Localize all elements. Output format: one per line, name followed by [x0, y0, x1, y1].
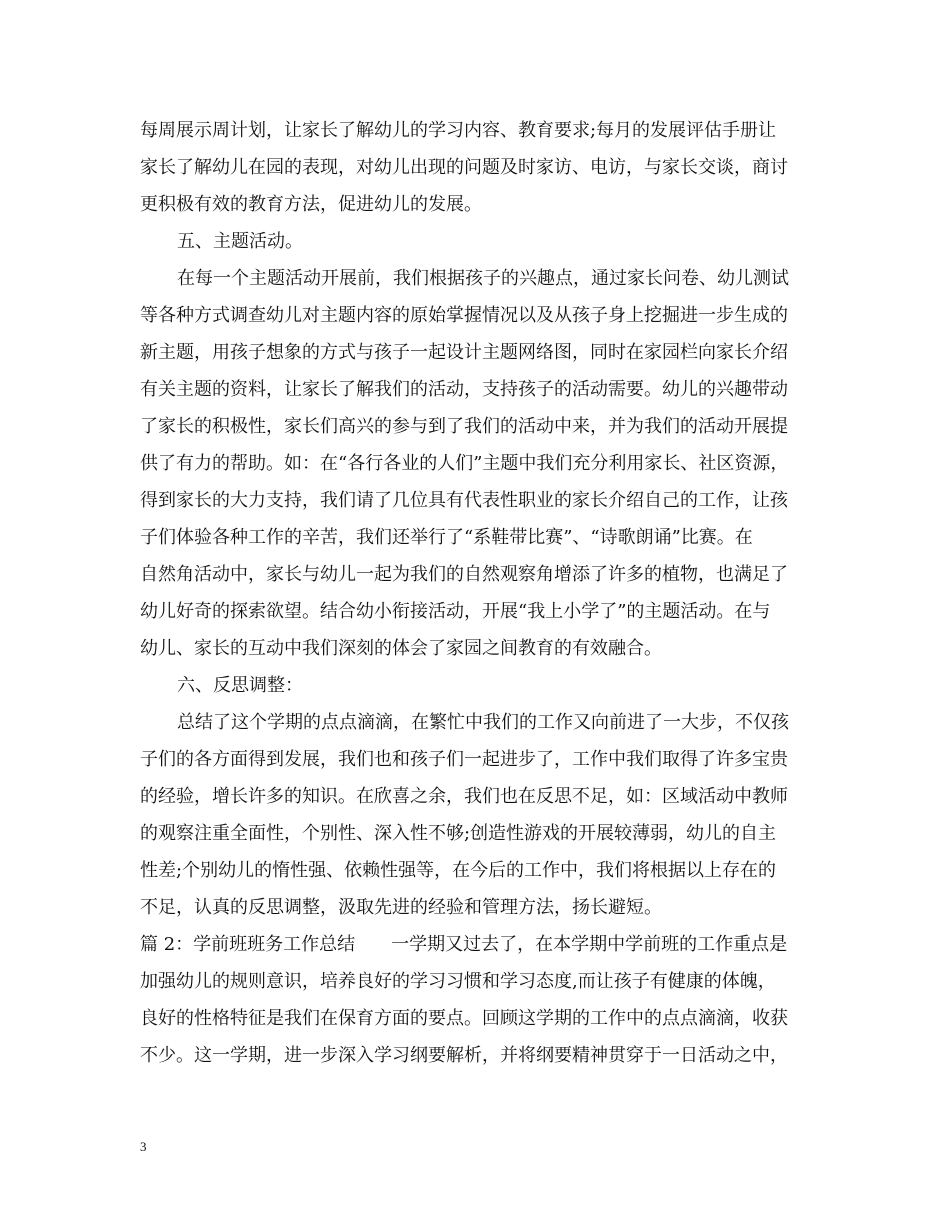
text-line: 子们的各方面得到发展，我们也和孩子们一起进步了，工作中我们取得了许多宝贵 — [140, 749, 788, 770]
page-number: 3 — [140, 1139, 147, 1154]
text-line: 的观察注重全面性，个别性、深入性不够;创造性游戏的开展较薄弱，幼儿的自主 — [140, 823, 777, 844]
text-line: 得到家长的大力支持，我们请了几位具有代表性职业的家长介绍自己的工作，让孩 — [140, 490, 788, 511]
text-line: 不少。这一学期，进一步深入学习纲要解析，并将纲要精神贯穿于一日活动之中， — [140, 1045, 788, 1066]
text-line: 加强幼儿的规则意识，培养良好的学习习惯和学习态度,而让孩子有健康的体魄， — [140, 971, 776, 992]
article-heading-line: 篇 2：学前班班务工作总结 一学期又过去了，在本学期中学前班的工作重点是 — [140, 934, 788, 955]
text-line: 家长了解幼儿在园的表现，对幼儿出现的问题及时家访、电访，与家长交谈，商讨 — [140, 157, 788, 178]
text-line: 了家长的积极性，家长们高兴的参与到了我们的活动中来，并为我们的活动开展提 — [140, 416, 788, 437]
text-line: 子们体验各种工作的辛苦，我们还举行了“系鞋带比赛”、“诗歌朗诵”比赛。在 — [140, 527, 753, 548]
text-line: 有关主题的资料，让家长了解我们的活动，支持孩子的活动需要。幼儿的兴趣带动 — [140, 379, 788, 400]
text-line: 性差;个别幼儿的惰性强、依赖性强等，在今后的工作中，我们将根据以上存在的 — [140, 860, 777, 881]
text-line: 总结了这个学期的点点滴滴，在繁忙中我们的工作又向前进了一大步，不仅孩 — [177, 712, 789, 733]
text-line: 每周展示周计划，让家长了解幼儿的学习内容、教育要求;每月的发展评估手册让 — [140, 120, 777, 141]
text-line: 幼儿好奇的探索欲望。结合幼小衔接活动，开展“我上小学了”的主题活动。在与 — [140, 601, 771, 622]
text-line: 自然角活动中，家长与幼儿一起为我们的自然观察角增添了许多的植物，也满足了 — [140, 564, 788, 585]
text-line: 供了有力的帮助。如：在“各行各业的人们”主题中我们充分利用家长、社区资源， — [140, 453, 789, 474]
text-line: 等各种方式调查幼儿对主题内容的原始掌握情况以及从孩子身上挖掘进一步生成的 — [140, 305, 788, 326]
text-line: 不足，认真的反思调整，汲取先进的经验和管理方法，扬长避短。 — [140, 897, 662, 918]
text-line: 新主题，用孩子想象的方式与孩子一起设计主题网络图，同时在家园栏向家长介绍 — [140, 342, 788, 363]
section-heading: 六、反思调整： — [177, 675, 303, 696]
text-line: 良好的性格特征是我们在保育方面的要点。回顾这学期的工作中的点点滴滴，收获 — [140, 1008, 788, 1029]
text-line: 的经验，增长许多的知识。在欣喜之余，我们也在反思不足，如：区域活动中教师 — [140, 786, 788, 807]
text-line: 更积极有效的教育方法，促进幼儿的发展。 — [140, 194, 482, 215]
text-line: 在每一个主题活动开展前，我们根据孩子的兴趣点，通过家长问卷、幼儿测试 — [177, 268, 789, 289]
section-heading: 五、主题活动。 — [177, 231, 303, 252]
text-line: 幼儿、家长的互动中我们深刻的体会了家园之间教育的有效融合。 — [140, 638, 662, 659]
